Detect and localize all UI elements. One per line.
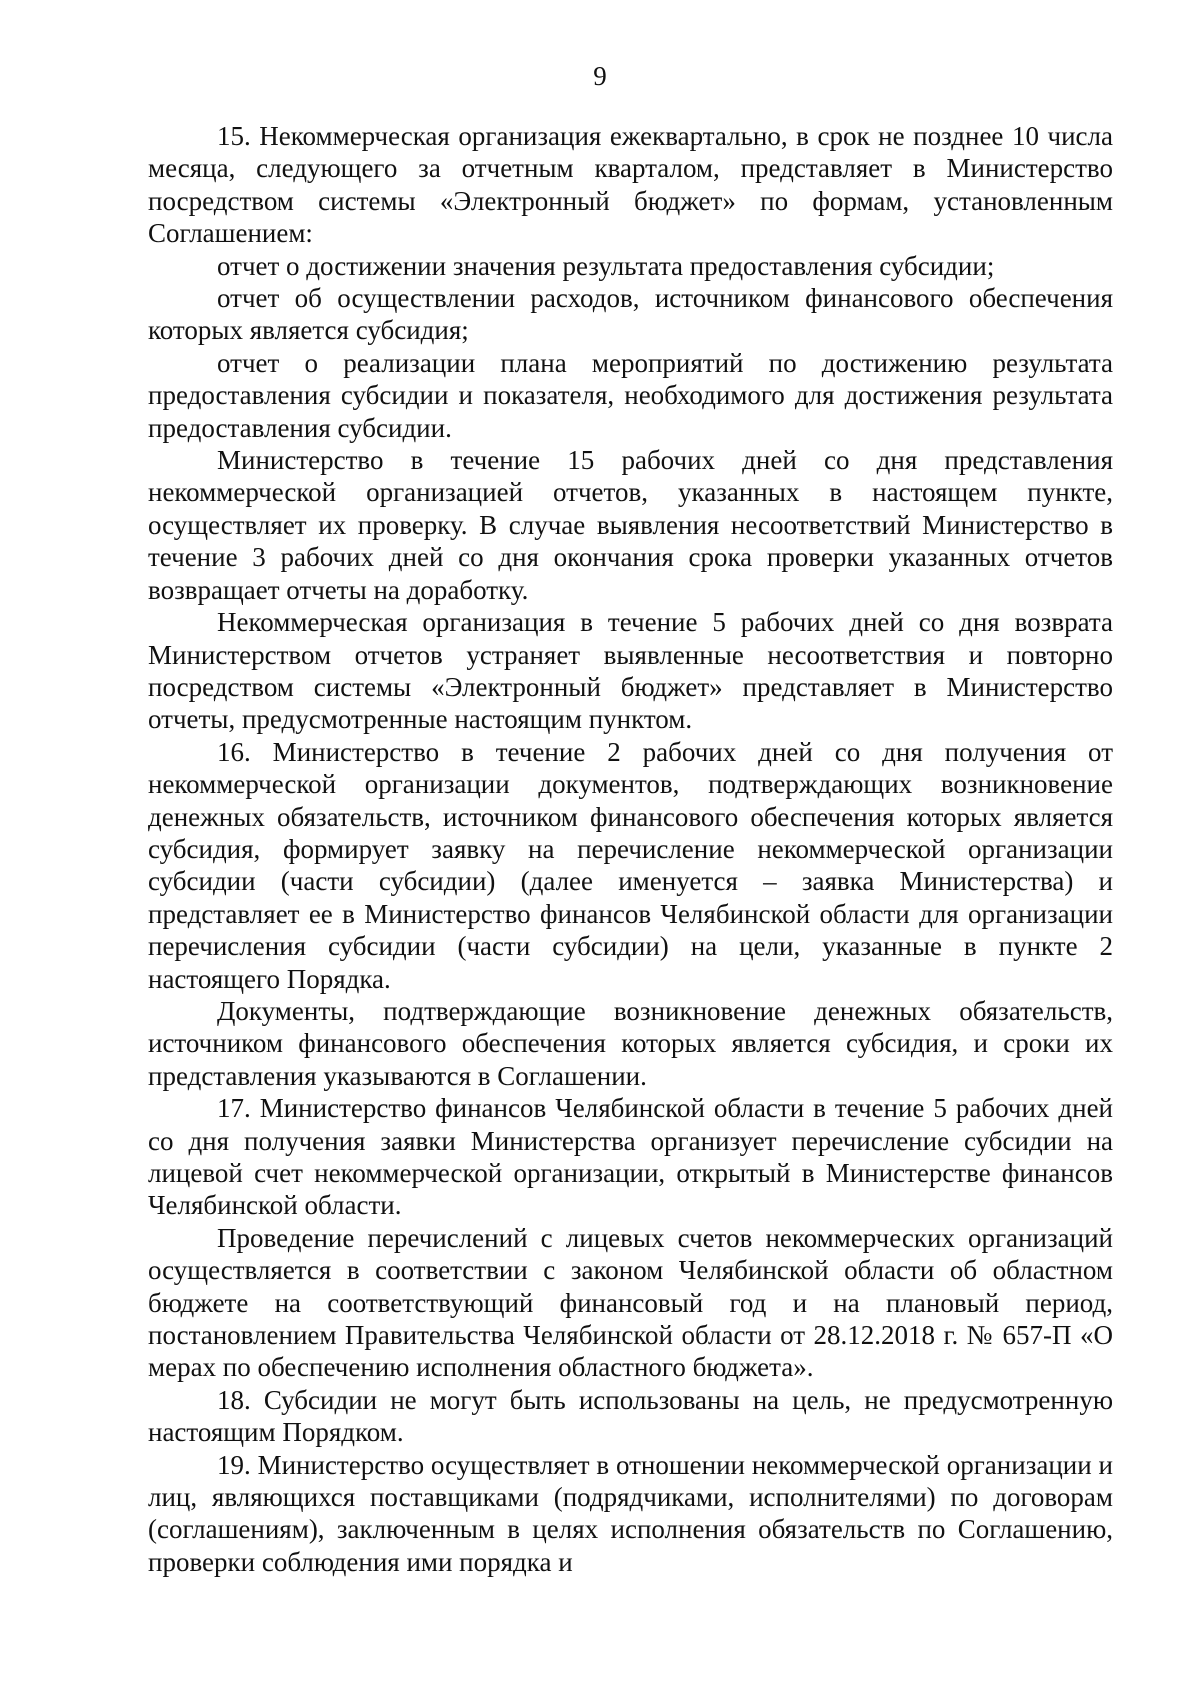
paragraph-report-expenses: отчет об осуществлении расходов, источником финансового обеспечения которых является субсидия; bbox=[148, 283, 1113, 346]
paragraph-transfers: Проведение перечислений с лицевых счетов некоммерческих организаций осуществляется в соответствии с законом Челябинской области об областном бюджете на соответствующий финансовый год и на плановый период, постановлением Правительства Челябинской области от 28.12.2018 г. № 657-П «О мерах по обеспечению исполнения областного бюджета». bbox=[148, 1222, 1113, 1383]
document-body bbox=[148, 120, 1113, 1578]
page-number: 9 bbox=[593, 61, 607, 91]
paragraph-corrections: Некоммерческая организация в течение 5 рабочих дней со дня возврата Министерством отчетов устраняет выявленные несоответствия и повторно посредством системы «Электронный бюджет» представляет в Министерство отчеты, предусмотренные настоящим пунктом. bbox=[148, 607, 1113, 735]
paragraph-15-intro: 15. Некоммерческая организация ежеквартально, в срок не позднее 10 числа месяца, следующего за отчетным кварталом, представляет в Министерство посредством системы «Электронный бюджет» по формам, установленным Соглашением: bbox=[148, 121, 1113, 249]
paragraph-documents: Документы, подтверждающие возникновение денежных обязательств, источником финансового обеспечения которых является субсидия, и сроки их представления указываются в Соглашении. bbox=[148, 995, 1113, 1091]
paragraph-17: 17. Министерство финансов Челябинской области в течение 5 рабочих дней со дня получения заявки Министерства организует перечисление субсидии на лицевой счет некоммерческой организации, открытый в Министерстве финансов Челябинской области. bbox=[148, 1093, 1113, 1221]
paragraph-18: 18. Субсидии не могут быть использованы на цель, не предусмотренную настоящим Порядком. bbox=[148, 1384, 1113, 1448]
paragraph-16: 16. Министерство в течение 2 рабочих дней со дня получения от некоммерческой организации документов, подтверждающих возникновение денежных обязательств, источником финансового обеспечения которых является субсидия, формирует заявку на перечисление некоммерческой организации субсидии (части субсидии) (далее именуется – заявка Министерства) и представляет ее в Министерство финансов Челябинской области для организации перечисления субсидии (части субсидии) на цели, указанные в пункте 2 настоящего Порядка. bbox=[148, 736, 1113, 994]
paragraph-19: 19. Министерство осуществляет в отношении некоммерческой организации и лиц, являющихся поставщиками (подрядчиками, исполнителями) по договорам (соглашениям), заключенным в целях исполнения обязательств по Соглашению, проверки соблюдения ими порядка и bbox=[148, 1449, 1113, 1577]
paragraph-ministry-check: Министерство в течение 15 рабочих дней со дня представления некоммерческой организацией отчетов, указанных в настоящем пункте, осуществляет их проверку. В случае выявления несоответствий Министерство в течение 3 рабочих дней со дня окончания срока проверки указанных отчетов возвращает отчеты на доработку. bbox=[148, 445, 1113, 605]
paragraph-report-result: отчет о достижении значения результата предоставления субсидии; bbox=[217, 250, 995, 281]
paragraph-report-plan: отчет о реализации плана мероприятий по достижению результата предоставления субсидии и показателя, необходимого для достижения результата предоставления субсидии. bbox=[148, 347, 1113, 443]
